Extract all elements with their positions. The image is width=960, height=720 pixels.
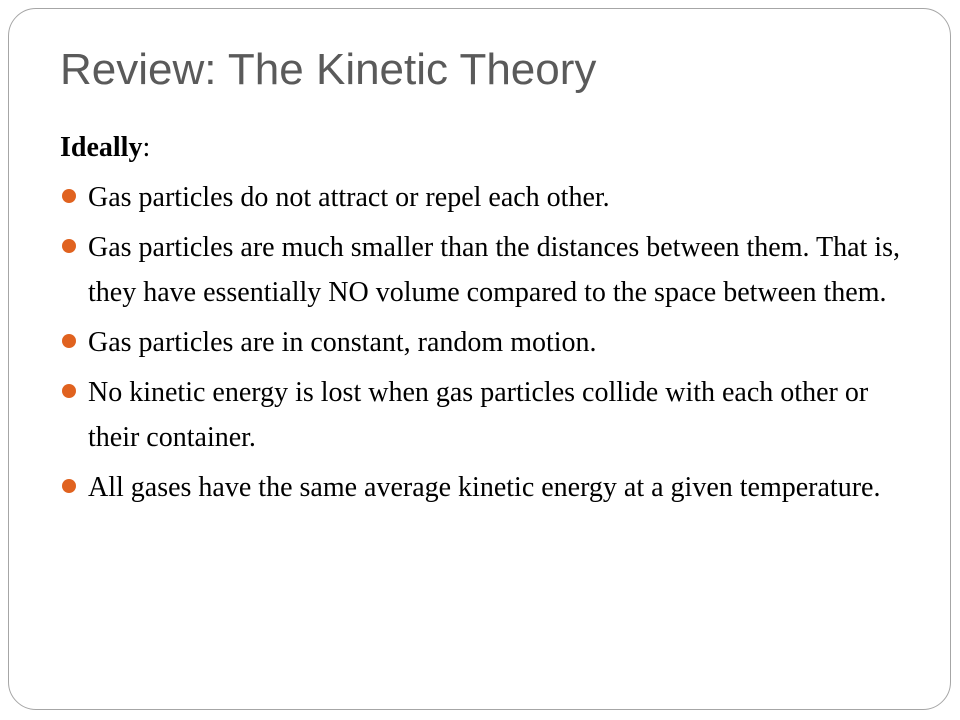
bullet-text: Gas particles are in constant, random motion. bbox=[88, 327, 597, 358]
bullet-icon bbox=[62, 189, 76, 203]
bullet-text: Gas particles do not attract or repel each other. bbox=[88, 182, 610, 213]
bullet-text: Gas particles are much smaller than the distances between them. That is, they have essentially NO volume compared to the space between them. bbox=[88, 232, 900, 308]
slide-body bbox=[60, 130, 920, 515]
heading-colon: : bbox=[142, 132, 151, 163]
bullet-text: All gases have the same average kinetic energy at a given temperature. bbox=[88, 472, 881, 503]
list-item bbox=[60, 465, 920, 510]
list-item bbox=[60, 320, 920, 365]
list-item bbox=[60, 175, 920, 220]
bullet-icon bbox=[62, 334, 76, 348]
bullet-text: No kinetic energy is lost when gas particles collide with each other or their container. bbox=[88, 377, 869, 453]
bullet-icon bbox=[62, 479, 76, 493]
body-heading bbox=[60, 130, 920, 166]
heading-bold-text: Ideally bbox=[60, 132, 143, 163]
bullet-list bbox=[60, 175, 920, 510]
bullet-icon bbox=[62, 239, 76, 253]
bullet-icon bbox=[62, 384, 76, 398]
list-item bbox=[60, 225, 920, 315]
slide-title: Review: The Kinetic Theory bbox=[60, 45, 597, 94]
list-item bbox=[60, 370, 920, 460]
